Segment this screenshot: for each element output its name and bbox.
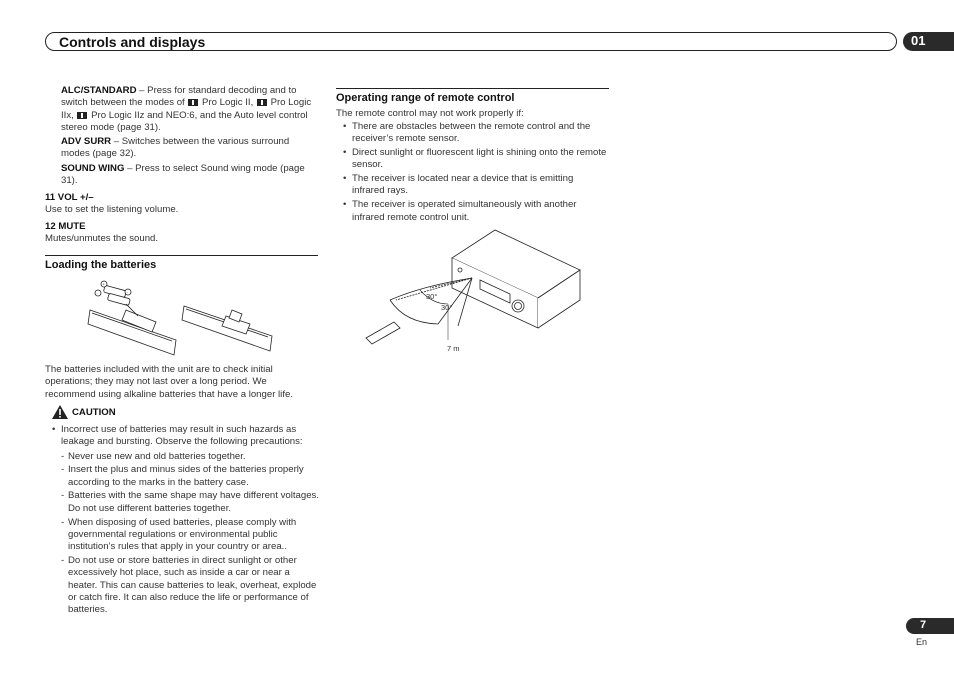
battery-loading-illustration [86, 280, 276, 360]
vol-item [45, 192, 315, 217]
list-item: • Direct sunlight or fluorescent light is shining onto the remote sensor. [336, 147, 608, 172]
batteries-heading: Loading the batteries [45, 259, 157, 271]
list-item: • There are obstacles between the remote control and the receiver’s remote sensor. [336, 121, 608, 146]
mute-heading: 12 MUTE [45, 221, 86, 232]
list-item: • The receiver is operated simultaneously with another infrared remote control unit. [336, 199, 608, 224]
section-divider [336, 88, 609, 89]
caution-bullet: • Incorrect use of batteries may result in such hazards as leakage and bursting. Observe the following precautions: - Never use new and old batteries together. - Insert the plus and minus sides of the batteries properly according to the marks in the battery case. - Batteries with the same shape may have different voltages. Do not use different batteries together. - When disposing of used batteries, please comply with governmental regulations or environmental public institution’s rules that apply in your country or area.. - Do not use or store batteries in direct sunlight or other excessively hot place, such as inside a car or near a heater. This can cause batteries to leak, overheat, explode or catch fire. It can also reduce the life or performance of batteries. [45, 424, 320, 616]
angle-bottom-label: 30° [441, 303, 453, 312]
list-item: - Do not use or store batteries in direct sunlight or other excessively hot place, such as inside a car or near a heater. This can cause batteries to leak, overheat, explode or catch fire. It can also reduce the life or performance of batteries. [61, 555, 320, 616]
language-label: En [916, 637, 928, 647]
header-bar [45, 32, 897, 51]
list-item: - When disposing of used batteries, please comply with governmental regulations or environmental public institution’s rules that apply in your country or area.. [61, 517, 320, 554]
warning-icon [52, 405, 68, 419]
list-item: - Never use new and old batteries together. [61, 451, 320, 463]
angle-top-label: 30° [426, 292, 438, 301]
svg-text:-: - [96, 290, 98, 296]
page-number: 7 [920, 619, 927, 631]
remote-range-heading: Operating range of remote control [336, 92, 515, 104]
svg-text:-: - [126, 289, 128, 295]
list-item: - Batteries with the same shape may have different voltages. Do not use different batteries together. [61, 490, 320, 515]
remote-range-intro: The remote control may not work properly if: [336, 108, 524, 119]
caution-heading [52, 405, 116, 421]
mute-item [45, 221, 315, 246]
sound-wing-term: SOUND WING [61, 163, 125, 174]
remote-range-diagram [360, 228, 585, 358]
page-title: Controls and displays [59, 34, 206, 50]
chapter-tab [903, 32, 954, 51]
alc-standard-description: ALC/STANDARD – Press for standard decoding and to switch between the modes of Pro Logic II, Pro Logic IIx, Pro Logic IIz and NEO:6, and the Auto level control stereo mode (page 31). [61, 85, 312, 133]
list-item: - Insert the plus and minus sides of the batteries properly according to the marks in the battery case. [61, 464, 320, 489]
vol-text: Use to set the listening volume. [45, 204, 179, 216]
remote-range-list [336, 121, 608, 225]
list-item: • The receiver is located near a device that is emitting infrared rays. [336, 173, 608, 198]
page-number-tab [906, 618, 954, 634]
caution-list [45, 424, 320, 618]
chapter-number: 01 [911, 33, 926, 48]
dolby-logo-icon [257, 99, 267, 106]
batteries-body: The batteries included with the unit are to check initial operations; they may not last over a long period. We recommend using alkaline batteries that have a longer life. [45, 364, 293, 400]
mute-text: Mutes/unmutes the sound. [45, 233, 159, 245]
section-divider [45, 255, 318, 256]
caution-label: CAUTION [72, 407, 116, 418]
adv-surr-term: ADV SURR [61, 136, 112, 147]
precautions-list [61, 451, 320, 617]
distance-label: 7 m [447, 344, 460, 353]
alc-standard-term: ALC/STANDARD [61, 85, 137, 96]
sound-wing-description: SOUND WING – Press to select Sound wing mode (page 31). [61, 163, 305, 187]
svg-text:+: + [102, 281, 105, 287]
dolby-logo-icon [188, 99, 198, 106]
vol-heading: 11 VOL +/– [45, 192, 94, 203]
adv-surr-description: ADV SURR – Switches between the various surround modes (page 32). [61, 136, 290, 160]
dolby-logo-icon [77, 112, 87, 119]
